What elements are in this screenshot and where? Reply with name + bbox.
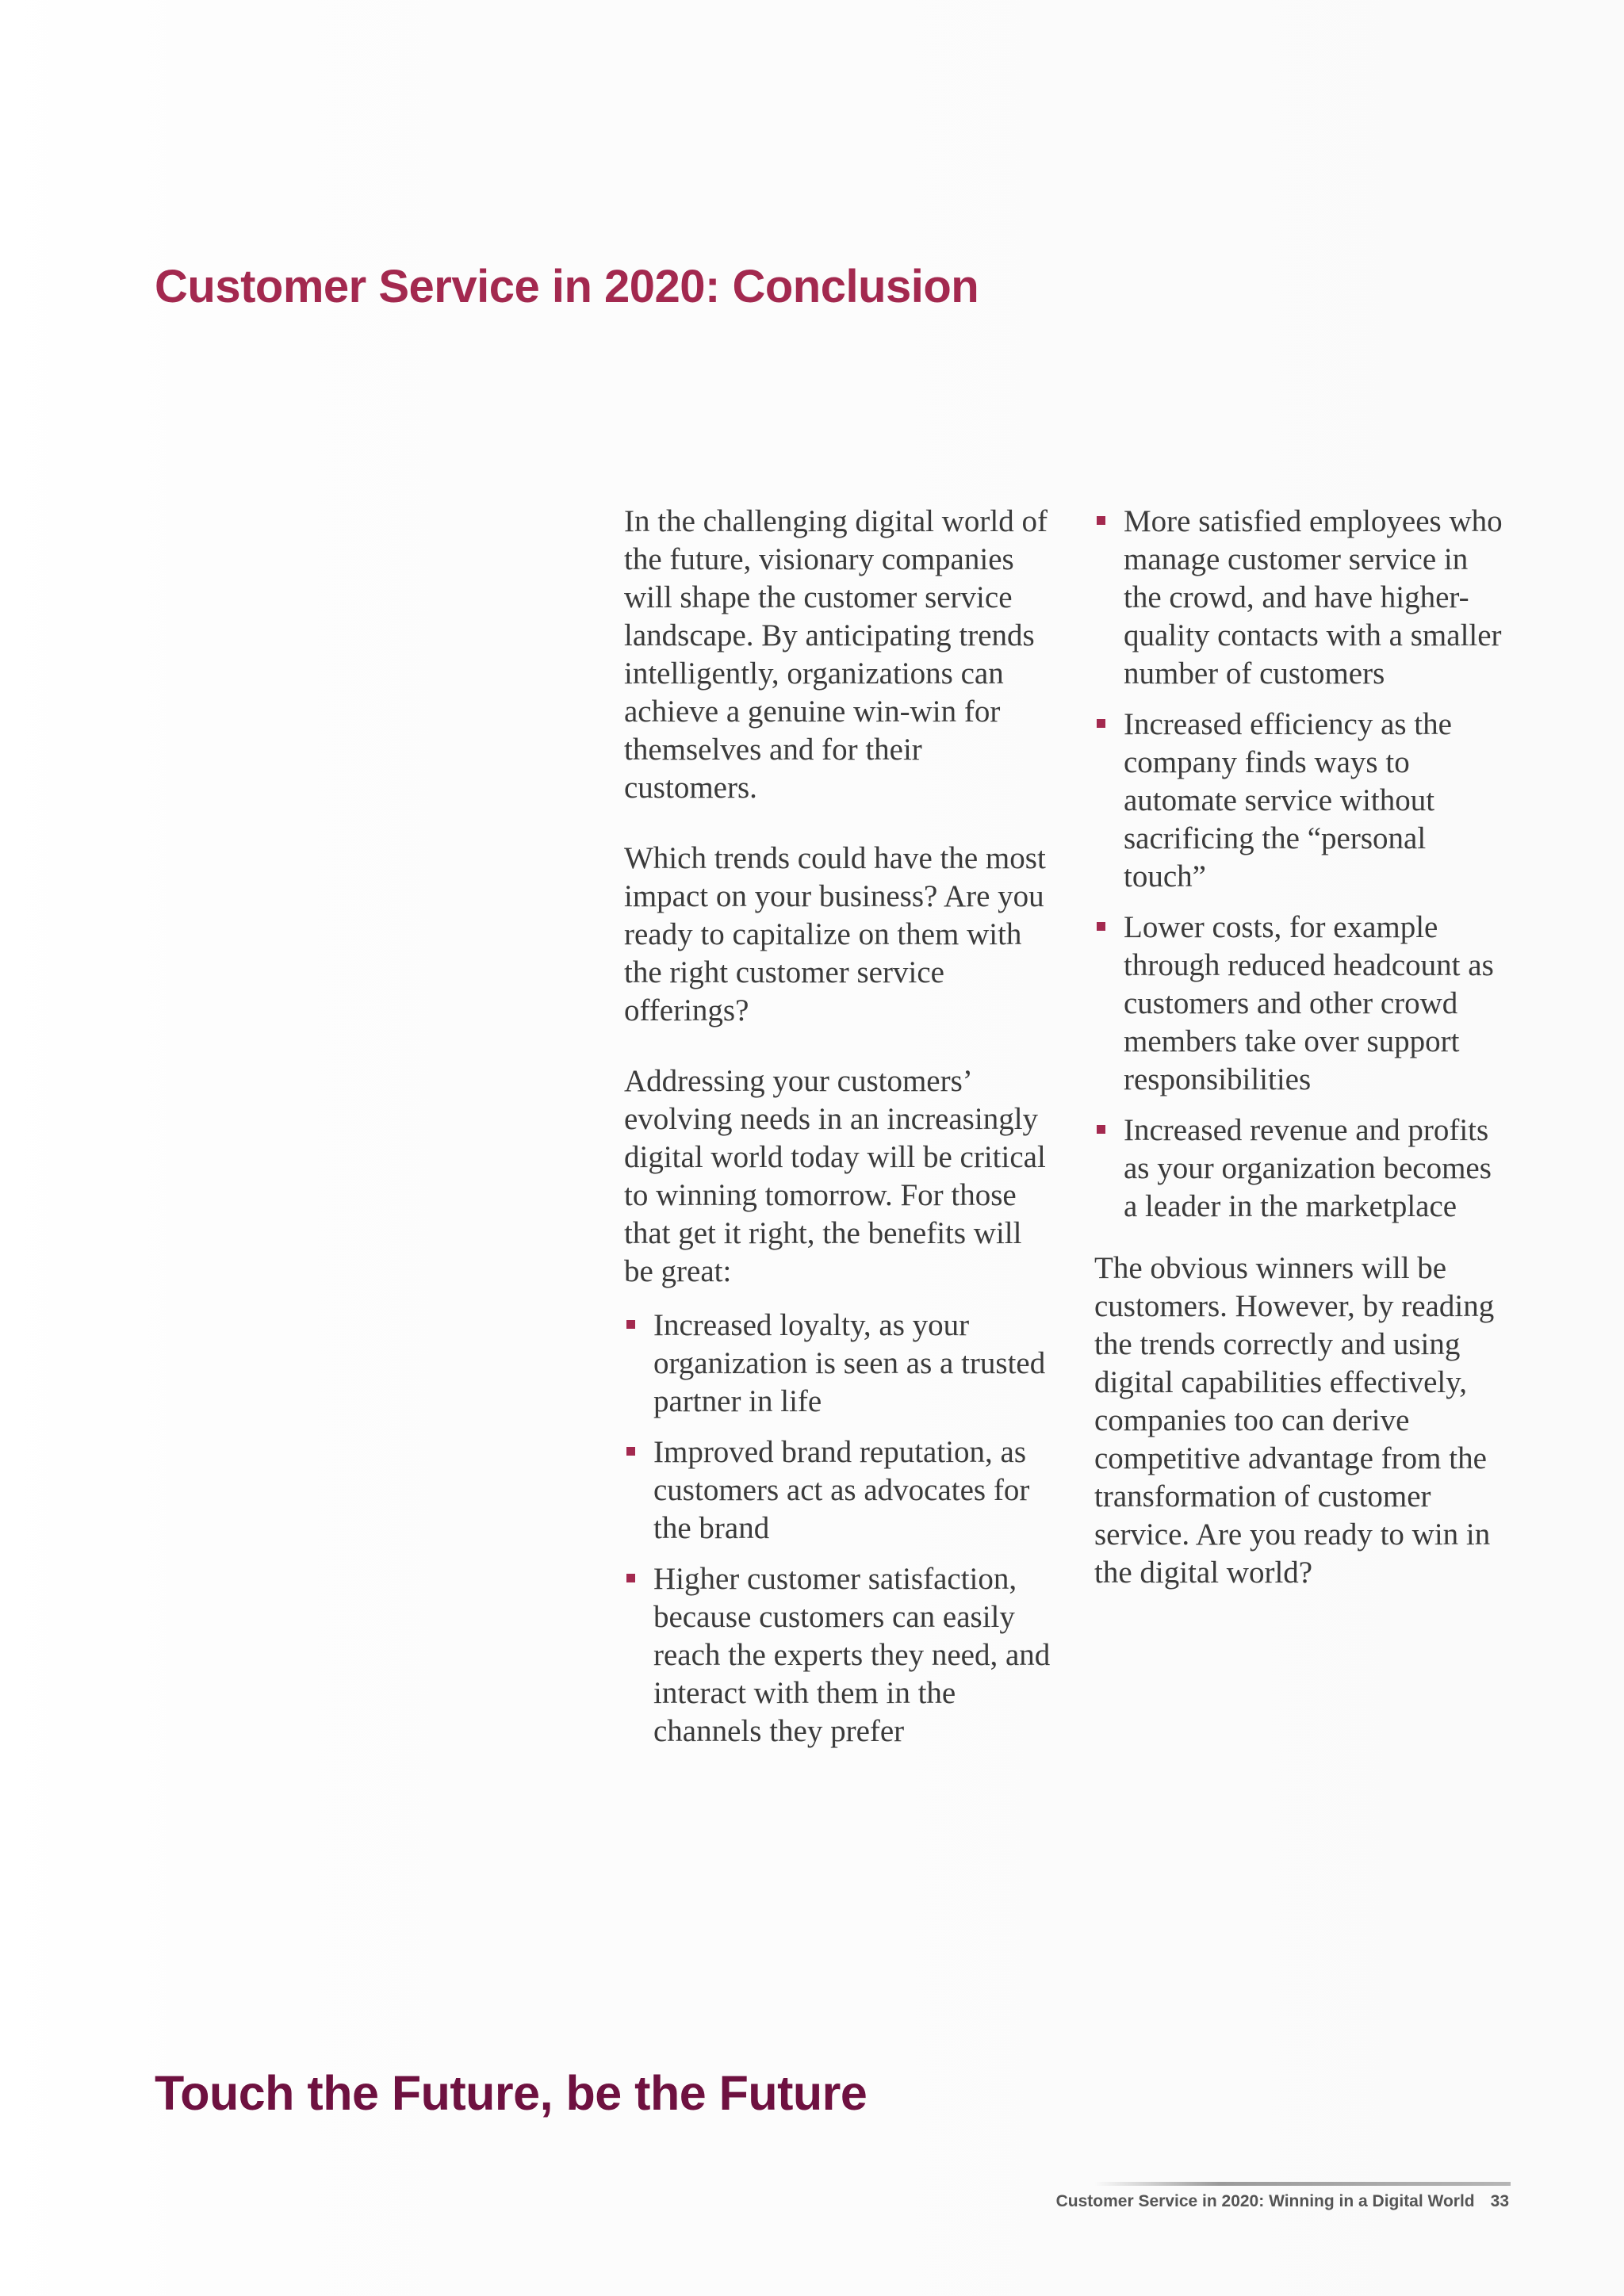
benefits-intro-paragraph: Addressing your customers’ evolving needs in an increasingly digital world today will be critical to winning tomorrow. For those that get it right, the benefits will be great: <box>624 1064 1046 1288</box>
list-item-text: Increased revenue and profits as your organization becomes a leader in the marketplace <box>1124 1113 1492 1223</box>
square-bullet-icon <box>1097 719 1105 728</box>
page-title: Customer Service in 2020: Conclusion <box>155 261 979 312</box>
square-bullet-icon <box>1097 1125 1105 1134</box>
list-item <box>624 1307 1052 1421</box>
square-bullet-icon <box>1097 516 1105 525</box>
square-bullet-icon <box>626 1320 635 1329</box>
intro-paragraph: In the challenging digital world of the future, visionary companies will shape the customer service landscape. By anticipating trends intelligently, organizations can achieve a genuine win-win for themselves and for their customers. <box>624 504 1048 805</box>
benefits-list-right <box>1094 503 1507 1226</box>
list-item-text: Higher customer satisfaction, because customers can easily reach the experts they need, and interact with them in the channels they prefer <box>653 1562 1051 1748</box>
right-column <box>1094 503 1507 1624</box>
list-item-text: More satisfied employees who manage customer service in the crowd, and have higher-quality contacts with a smaller number of customers <box>1124 504 1503 691</box>
running-footer-title: Customer Service in 2020: Winning in a Digital World <box>1055 2192 1475 2210</box>
list-item <box>1094 909 1507 1099</box>
list-item-text: Improved brand reputation, as customers act as advocates for the brand <box>653 1435 1030 1545</box>
square-bullet-icon <box>1097 922 1105 931</box>
list-item-text: Lower costs, for example through reduced headcount as customers and other crowd members take over support responsibilities <box>1124 910 1494 1096</box>
page-number: 33 <box>1490 2192 1509 2210</box>
question-paragraph: Which trends could have the most impact on your business? Are you ready to capitalize on them with the right customer service offerings? <box>624 841 1046 1027</box>
square-bullet-icon <box>626 1447 635 1456</box>
benefits-list-left <box>624 1307 1052 1751</box>
list-item <box>1094 706 1507 896</box>
list-item-text: Increased loyalty, as your organization is seen as a trusted partner in life <box>653 1308 1046 1418</box>
closing-paragraph: The obvious winners will be customers. However, by reading the trends correctly and using digital capabilities effectively, companies too can derive competitive advantage from the transformation of customer service. Are you ready to win in the digital world? <box>1094 1251 1495 1590</box>
list-item <box>624 1560 1052 1751</box>
list-item <box>624 1433 1052 1548</box>
left-column <box>624 503 1052 1783</box>
list-item-text: Increased efficiency as the company finds ways to automate service without sacrificing the “personal touch” <box>1124 707 1452 894</box>
footer-divider <box>1094 2182 1511 2186</box>
footer-heading: Touch the Future, be the Future <box>155 2066 868 2120</box>
list-item <box>1094 503 1507 693</box>
list-item <box>1094 1112 1507 1226</box>
running-footer <box>1056 2192 1509 2211</box>
square-bullet-icon <box>626 1574 635 1582</box>
